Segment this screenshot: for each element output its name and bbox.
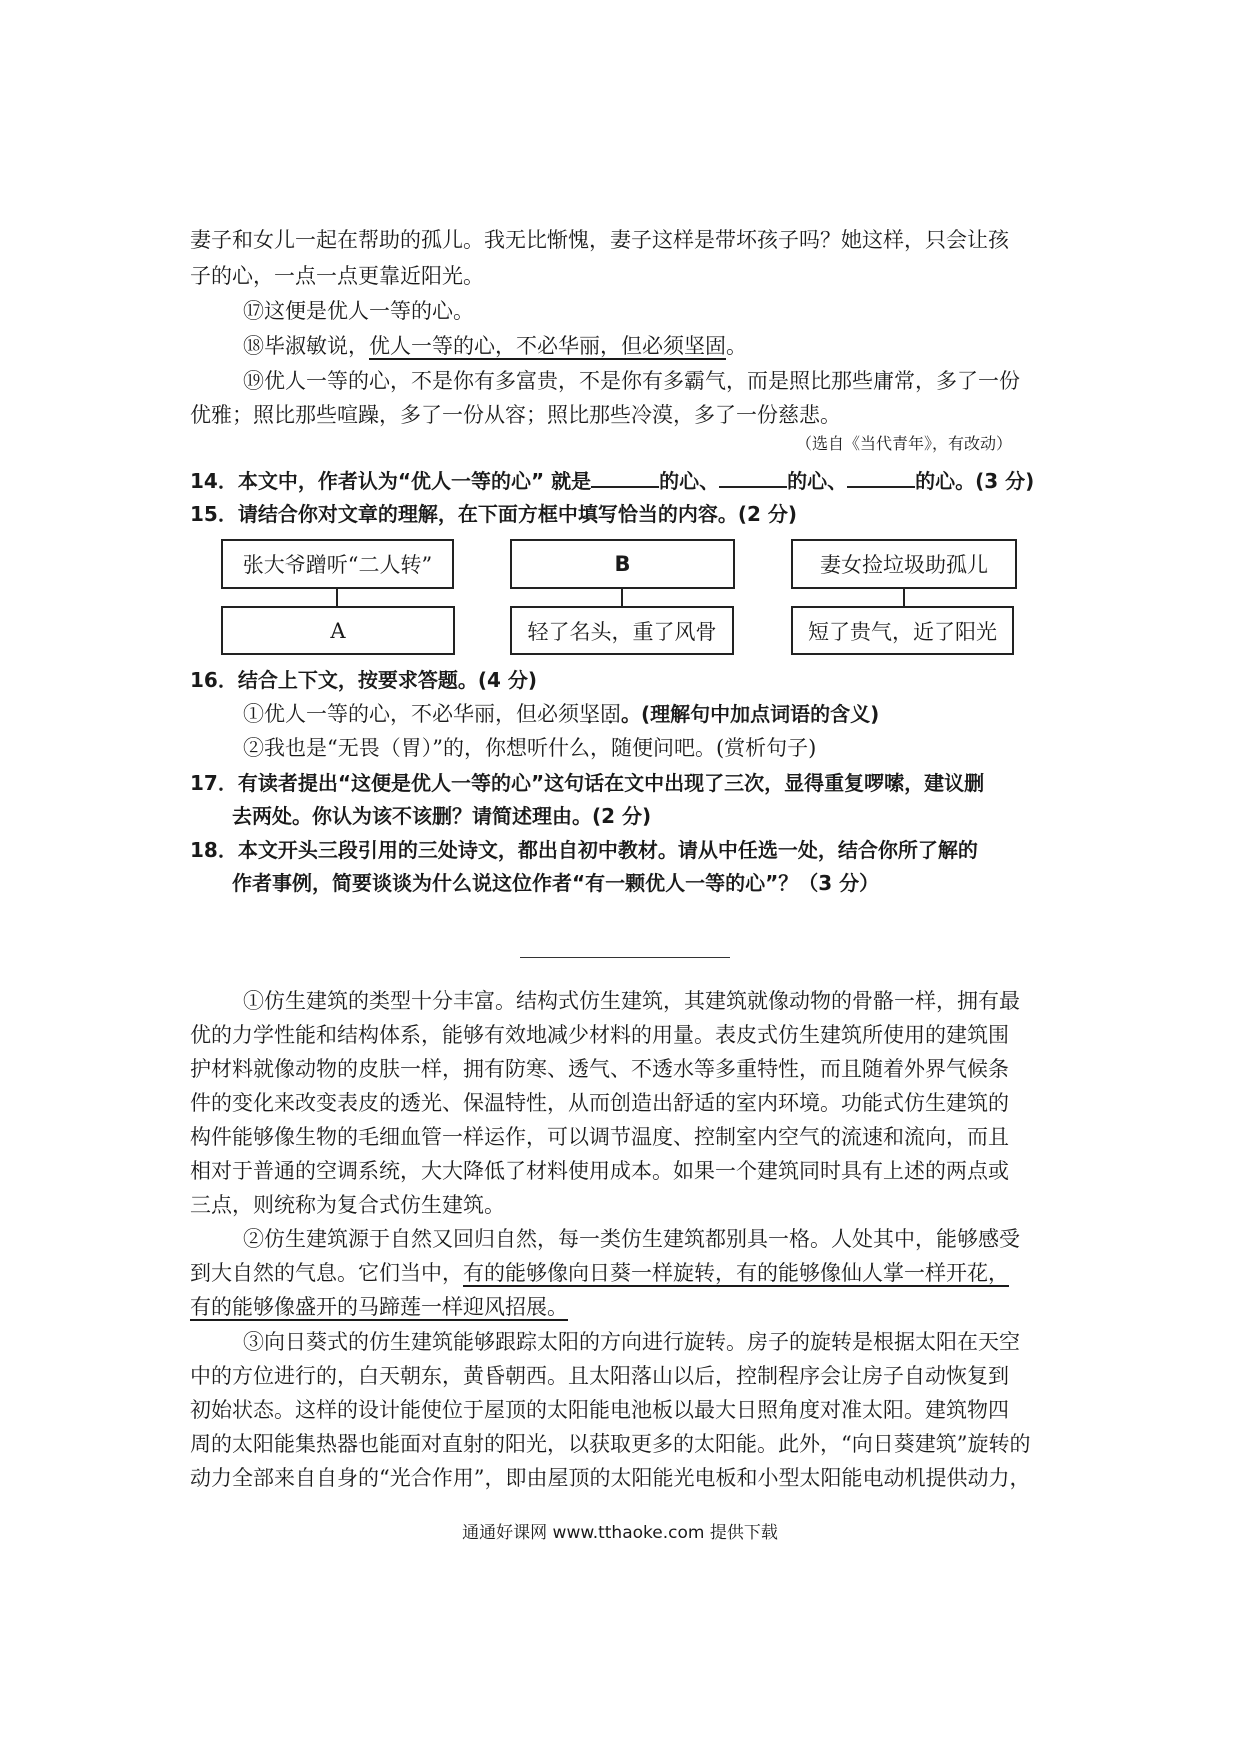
p18-end: 。 <box>726 334 747 358</box>
paragraph-18 <box>243 332 747 360</box>
diagram-box-top-3: 妻女捡垃圾助孤儿 <box>791 539 1017 589</box>
article-line: ②仿生建筑源于自然又回归自然，每一类仿生建筑都别具一格。人处其中，能够感受 <box>243 1227 1020 1251</box>
article-line: 构件能够像生物的毛细血管一样运作，可以调节温度、控制室内空气的流速和流向，而且 <box>190 1125 1009 1149</box>
story-line: 妻子和女儿一起在帮助的孤儿。我无比惭愧，妻子这样是带坏孩子吗？她这样，只会让孩 <box>190 228 1009 252</box>
section-divider <box>520 957 730 958</box>
article-line: 件的变化来改变表皮的透光、保温特性，从而创造出舒适的室内环境。功能式仿生建筑的 <box>190 1091 1009 1115</box>
p18-lead: ⑱毕淑敏说， <box>243 334 369 358</box>
question-16: 16．结合上下文，按要求答题。(4 分) <box>190 668 537 692</box>
footer-credit: 通通好课网 www.tthaoke.com 提供下载 <box>462 1523 778 1543</box>
story-line: 子的心，一点一点更靠近阳光。 <box>190 264 484 288</box>
question-18: 18．本文开头三段引用的三处诗文，都出自初中教材。请从中任选一处，结合你所了解的 <box>190 838 978 862</box>
answer-blank[interactable] <box>847 466 915 488</box>
question-18-cont: 作者事例，简要谈谈为什么说这位作者“有一颗优人一等的心”？（3 分） <box>232 871 880 895</box>
article-line: 护材料就像动物的皮肤一样，拥有防寒、透气、不透水等多重特性，而且随着外界气候条 <box>190 1057 1009 1081</box>
question-14 <box>190 466 1034 495</box>
question-15: 15．请结合你对文章的理解，在下面方框中填写恰当的内容。(2 分) <box>190 502 797 526</box>
q14-text: 的心、 <box>659 469 720 493</box>
q14-text: 的心。(3 分) <box>915 469 1035 493</box>
question-16-item-2: ②我也是“无畏（胃）”的，你想听什么，随便问吧。(赏析句子) <box>243 736 817 760</box>
connector <box>336 589 338 606</box>
diagram-box-top-1: 张大爷蹭听“二人转” <box>221 539 454 589</box>
answer-blank[interactable] <box>719 466 787 488</box>
article-line: 动力全部来自自身的“光合作用”，即由屋顶的太阳能光电板和小型太阳能电动机提供动力， <box>190 1466 1031 1490</box>
connector <box>903 589 905 606</box>
paragraph-19: ⑲优人一等的心，不是你有多富贵，不是你有多霸气，而是照比那些庸常，多了一份 <box>243 369 1020 393</box>
question-17-cont: 去两处。你认为该不该删？请简述理由。(2 分) <box>232 804 652 828</box>
dotted-char: 固 <box>600 702 621 726</box>
dotted-char: 坚 <box>579 702 600 726</box>
q16-1-text: ①优人一等的心，不必华丽，但必须 <box>243 702 579 726</box>
diagram-box-bottom-2: 轻了名头，重了风骨 <box>510 606 734 655</box>
q14-text: 14．本文中，作者认为“优人一等的心” 就是 <box>190 469 592 493</box>
article-line: 有的能够像盛开的马蹄莲一样迎风招展。 <box>190 1295 568 1319</box>
question-16-item-1 <box>243 700 879 728</box>
q16-1-instruction: 。(理解句中加点词语的含义) <box>621 702 880 726</box>
p2-underlined: 有的能够像向日葵一样旋转，有的能够像仙人掌一样开花， <box>463 1261 1009 1285</box>
paragraph-19-cont: 优雅；照比那些喧躁，多了一份从容；照比那些冷漠，多了一份慈悲。 <box>190 403 841 427</box>
q14-text: 的心、 <box>787 469 848 493</box>
article-line: 三点，则统称为复合式仿生建筑。 <box>190 1193 505 1217</box>
article-line: 优的力学性能和结构体系，能够有效地减少材料的用量。表皮式仿生建筑所使用的建筑围 <box>190 1023 1009 1047</box>
p18-underlined: 优人一等的心，不必华丽，但必须坚固 <box>369 334 726 358</box>
article-line: 初始状态。这样的设计能使位于屋顶的太阳能电池板以最大日照角度对准太阳。建筑物四 <box>190 1398 1009 1422</box>
diagram-box-bottom-3: 短了贵气，近了阳光 <box>791 606 1014 655</box>
paragraph-17: ⑰这便是优人一等的心。 <box>243 299 474 323</box>
diagram-box-top-2: B <box>510 539 735 589</box>
question-17: 17．有读者提出“这便是优人一等的心”这句话在文中出现了三次，显得重复啰嗦，建议删 <box>190 771 985 795</box>
answer-blank[interactable] <box>591 466 659 488</box>
article-line: 中的方位进行的，白天朝东，黄昏朝西。且太阳落山以后，控制程序会让房子自动恢复到 <box>190 1364 1009 1388</box>
p2-lead: 到大自然的气息。它们当中， <box>190 1261 463 1285</box>
article-line: ①仿生建筑的类型十分丰富。结构式仿生建筑，其建筑就像动物的骨骼一样，拥有最 <box>243 989 1020 1013</box>
article-line: ③向日葵式的仿生建筑能够跟踪太阳的方向进行旋转。房子的旋转是根据太阳在天空 <box>243 1330 1020 1354</box>
diagram-box-bottom-1: A <box>221 606 455 655</box>
article-line: 周的太阳能集热器也能面对直射的阳光，以获取更多的太阳能。此外，“向日葵建筑”旋转的 <box>190 1432 1031 1456</box>
source-note: （选自《当代青年》，有改动） <box>795 434 1012 453</box>
article-line: 相对于普通的空调系统，大大降低了材料使用成本。如果一个建筑同时具有上述的两点或 <box>190 1159 1009 1183</box>
article-line <box>190 1259 1009 1287</box>
connector <box>621 589 623 606</box>
